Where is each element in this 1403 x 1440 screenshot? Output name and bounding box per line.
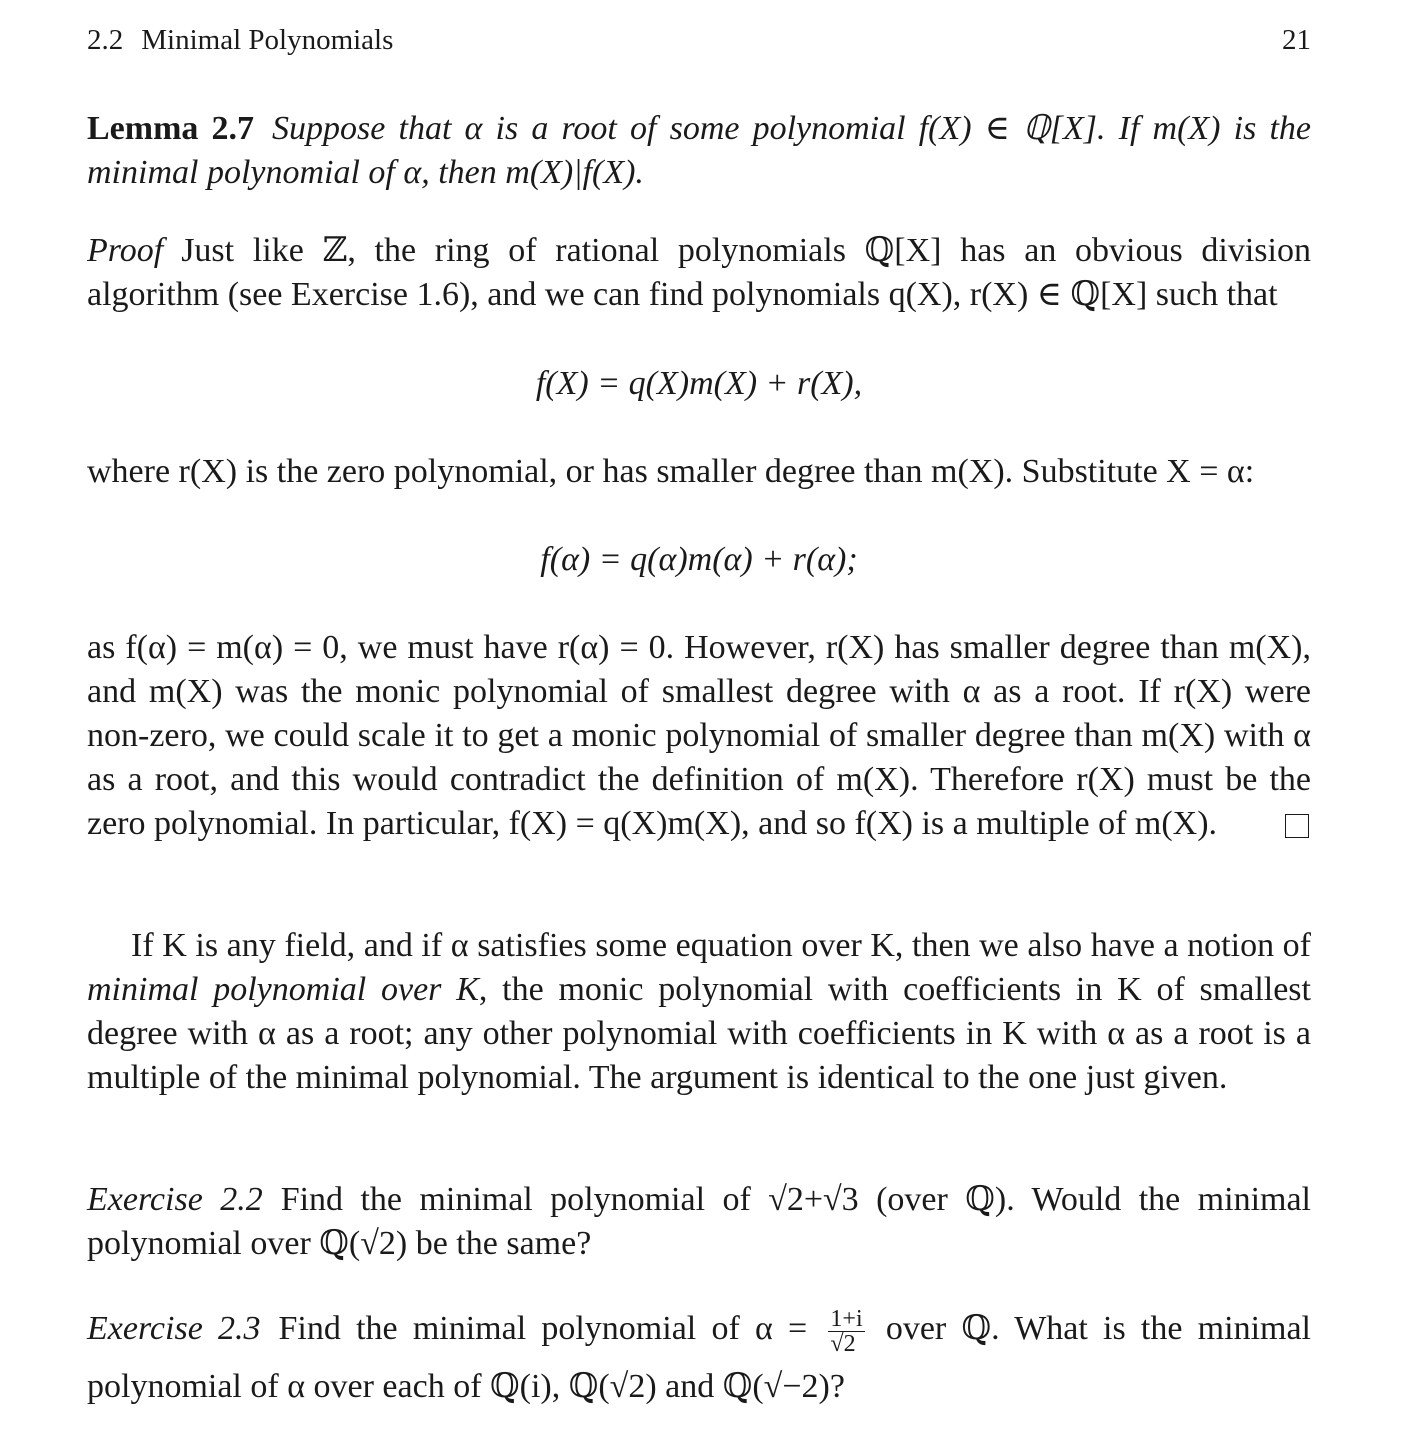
book-page [87, 0, 1311, 1440]
proof-paragraph-3 [87, 626, 1311, 846]
qed-square-icon [1285, 814, 1309, 838]
general-emphasis: minimal polynomial over K [87, 971, 479, 1008]
fraction-denominator: √2 [830, 1330, 856, 1357]
general-text-before: If K is any field, and if α satisfies some equation over K, then we also have a notion of [131, 927, 1311, 964]
lemma-label: Lemma 2.7 [87, 110, 255, 147]
fraction-alpha [828, 1307, 864, 1356]
proof-paragraph-1 [87, 229, 1311, 317]
equation-division: f(X) = q(X)m(X) + r(X), [535, 365, 863, 402]
section-number: 2.2 [87, 24, 124, 56]
page-number: 21 [1282, 24, 1311, 56]
exercise-2-3-text-after: over ℚ. What is the minimal polynomial of α over each of ℚ(i), ℚ(√2) and ℚ(√−2)? [87, 1310, 1312, 1405]
proof-label: Proof [87, 232, 164, 269]
exercise-2-2-label: Exercise 2.2 [87, 1181, 263, 1218]
proof-text-1: Just like ℤ, the ring of rational polynomials ℚ[X] has an obvious division algorithm (see Exercise 1.6), and we can find polynomials q(X), r(X) ∈ ℚ[X] such that [87, 232, 1311, 313]
minimal-polynomial-over-K-paragraph [87, 924, 1311, 1100]
lemma-statement: Suppose that α is a root of some polynomial f(X) ∈ ℚ[X]. If m(X) is the minimal polynomial of α, then m(X)|f(X). [87, 110, 1311, 191]
exercise-2-3 [87, 1300, 1311, 1416]
equation-substitute: f(α) = q(α)m(α) + r(α); [540, 541, 858, 578]
general-text-after: , the monic polynomial with coefficients in K of smallest degree with α as a root; any other polynomial with coefficients in K with α as a root is a multiple of the minimal polynomial. The argument is identical to the one just given. [87, 971, 1311, 1096]
running-head [87, 22, 1311, 58]
proof-text-3: as f(α) = m(α) = 0, we must have r(α) = 0. However, r(X) has smaller degree than m(X), and m(X) was the monic polynomial of smallest degree with α as a root. If r(X) were non-zero, we could scale it to get a monic polynomial of smaller degree than m(X) with α as a root, and this would contradict the definition of m(X). Therefore r(X) must be the zero polynomial. In particular, f(X) = q(X)m(X), and so f(X) is a multiple of m(X). [87, 629, 1311, 842]
fraction-numerator: 1+i [830, 1305, 863, 1332]
exercise-2-3-label: Exercise 2.3 [87, 1310, 261, 1347]
exercise-2-2 [87, 1178, 1311, 1266]
exercise-2-3-text-before: Find the minimal polynomial of α = [278, 1310, 808, 1347]
proof-paragraph-2: where r(X) is the zero polynomial, or has smaller degree than m(X). Substitute X = α: [87, 453, 1255, 490]
exercise-2-2-text: Find the minimal polynomial of √2+√3 (over ℚ). Would the minimal polynomial over ℚ(√2) be the same? [87, 1181, 1311, 1262]
lemma-2-7 [87, 107, 1311, 195]
section-title: Minimal Polynomials [141, 24, 394, 56]
